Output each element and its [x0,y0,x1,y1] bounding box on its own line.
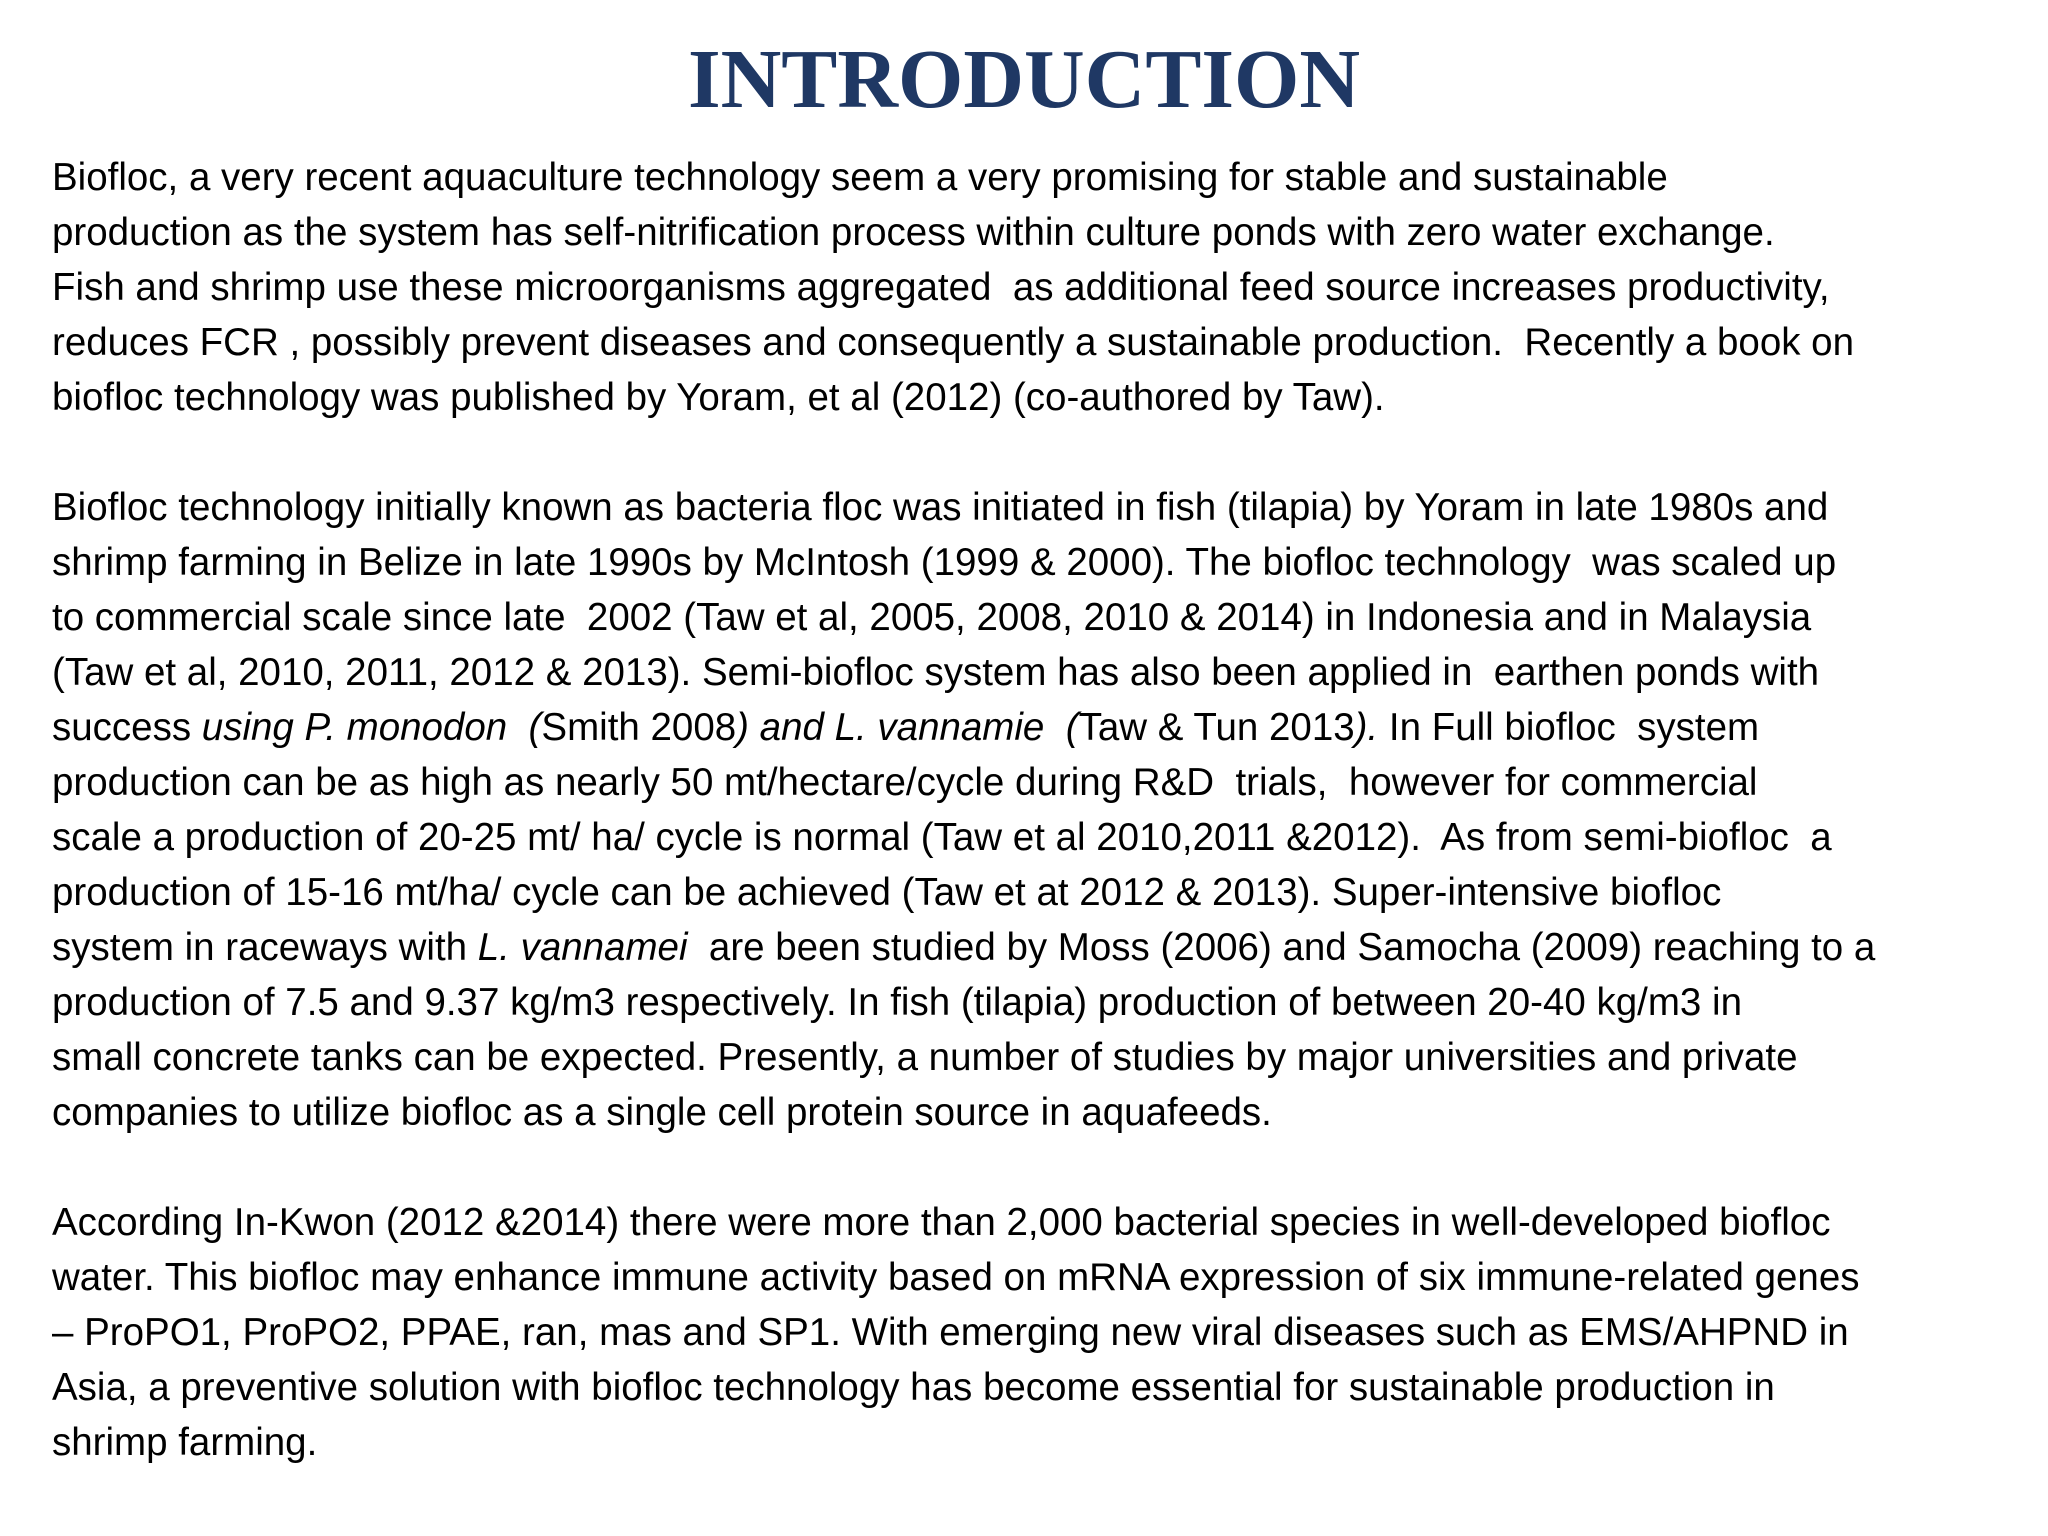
text-run: In Full biofloc system [1378,706,1760,749]
text-line: scale a production of 20-25 mt/ ha/ cycle is normal (Taw et al 2010,2011 &2012). As from semi-biofloc a [52,816,1832,859]
text-line: shrimp farming. [52,1421,318,1464]
text-line: to commercial scale since late 2002 (Taw et al, 2005, 2008, 2010 & 2014) in Indonesia and in Malaysia [52,596,1812,639]
text-line: Biofloc technology initially known as bacteria floc was initiated in fish (tilapia) by Yoram in late 1980s and [52,486,1829,529]
text-line: (Taw et al, 2010, 2011, 2012 & 2013). Semi-biofloc system has also been applied in earthen ponds with [52,651,1820,694]
page-title: INTRODUCTION [687,33,1361,126]
text-line: production of 15-16 mt/ha/ cycle can be achieved (Taw et at 2012 & 2013). Super-intensive biofloc [52,871,1722,914]
italic-text-run: using P. monodon ( [201,706,542,749]
italic-text-run: L. vannamei [477,926,688,969]
text-line: Asia, a preventive solution with biofloc technology has become essential for sustainable production in [52,1366,1775,1409]
paragraph-1 [52,150,2022,425]
text-line: Biofloc, a very recent aquaculture technology seem a very promising for stable and sustainable [52,156,1668,199]
text-run: system in raceways with [52,926,478,969]
text-line: shrimp farming in Belize in late 1990s by McIntosh (1999 & 2000). The biofloc technology was scaled up [52,541,1837,584]
text-line: – ProPO1, ProPO2, PPAE, ran, mas and SP1. With emerging new viral diseases such as EMS/AHPND in [52,1311,1849,1354]
text-run: Smith 2008 [541,706,737,749]
paragraph-2 [52,480,2022,1140]
text-run: success [52,706,202,749]
text-line: biofloc technology was published by Yoram, et al (2012) (co-authored by Taw). [52,376,1385,419]
text-line: production as the system has self-nitrification process within culture ponds with zero water exchange. [52,211,1775,254]
text-line: reduces FCR , possibly prevent diseases and consequently a sustainable production. Recently a book on [52,321,1854,364]
italic-text-run: ). [1354,706,1379,749]
text-line: small concrete tanks can be expected. Presently, a number of studies by major universities and private [52,1036,1798,1079]
text-line: water. This biofloc may enhance immune activity based on mRNA expression of six immune-related genes [52,1256,1860,1299]
text-run: Taw & Tun 2013 [1078,706,1355,749]
text-line: companies to utilize biofloc as a single cell protein source in aquafeeds. [52,1091,1272,1134]
text-line [52,700,2022,755]
text-line: According In-Kwon (2012 &2014) there were more than 2,000 bacterial species in well-developed biofloc [52,1201,1831,1244]
text-run: are been studied by Moss (2006) and Samocha (2009) reaching to a [687,926,1876,969]
text-line: production of 7.5 and 9.37 kg/m3 respectively. In fish (tilapia) production of between 20-40 kg/m3 in [52,981,1742,1024]
paragraph-3 [52,1195,2022,1470]
text-line [52,920,2022,975]
text-line: Fish and shrimp use these microorganisms aggregated as additional feed source increases productivity, [52,266,1830,309]
italic-text-run: ) and L. vannamie ( [736,706,1079,749]
body-text [52,150,2022,1470]
text-line: production can be as high as nearly 50 mt/hectare/cycle during R&D trials, however for commercial [52,761,1758,804]
